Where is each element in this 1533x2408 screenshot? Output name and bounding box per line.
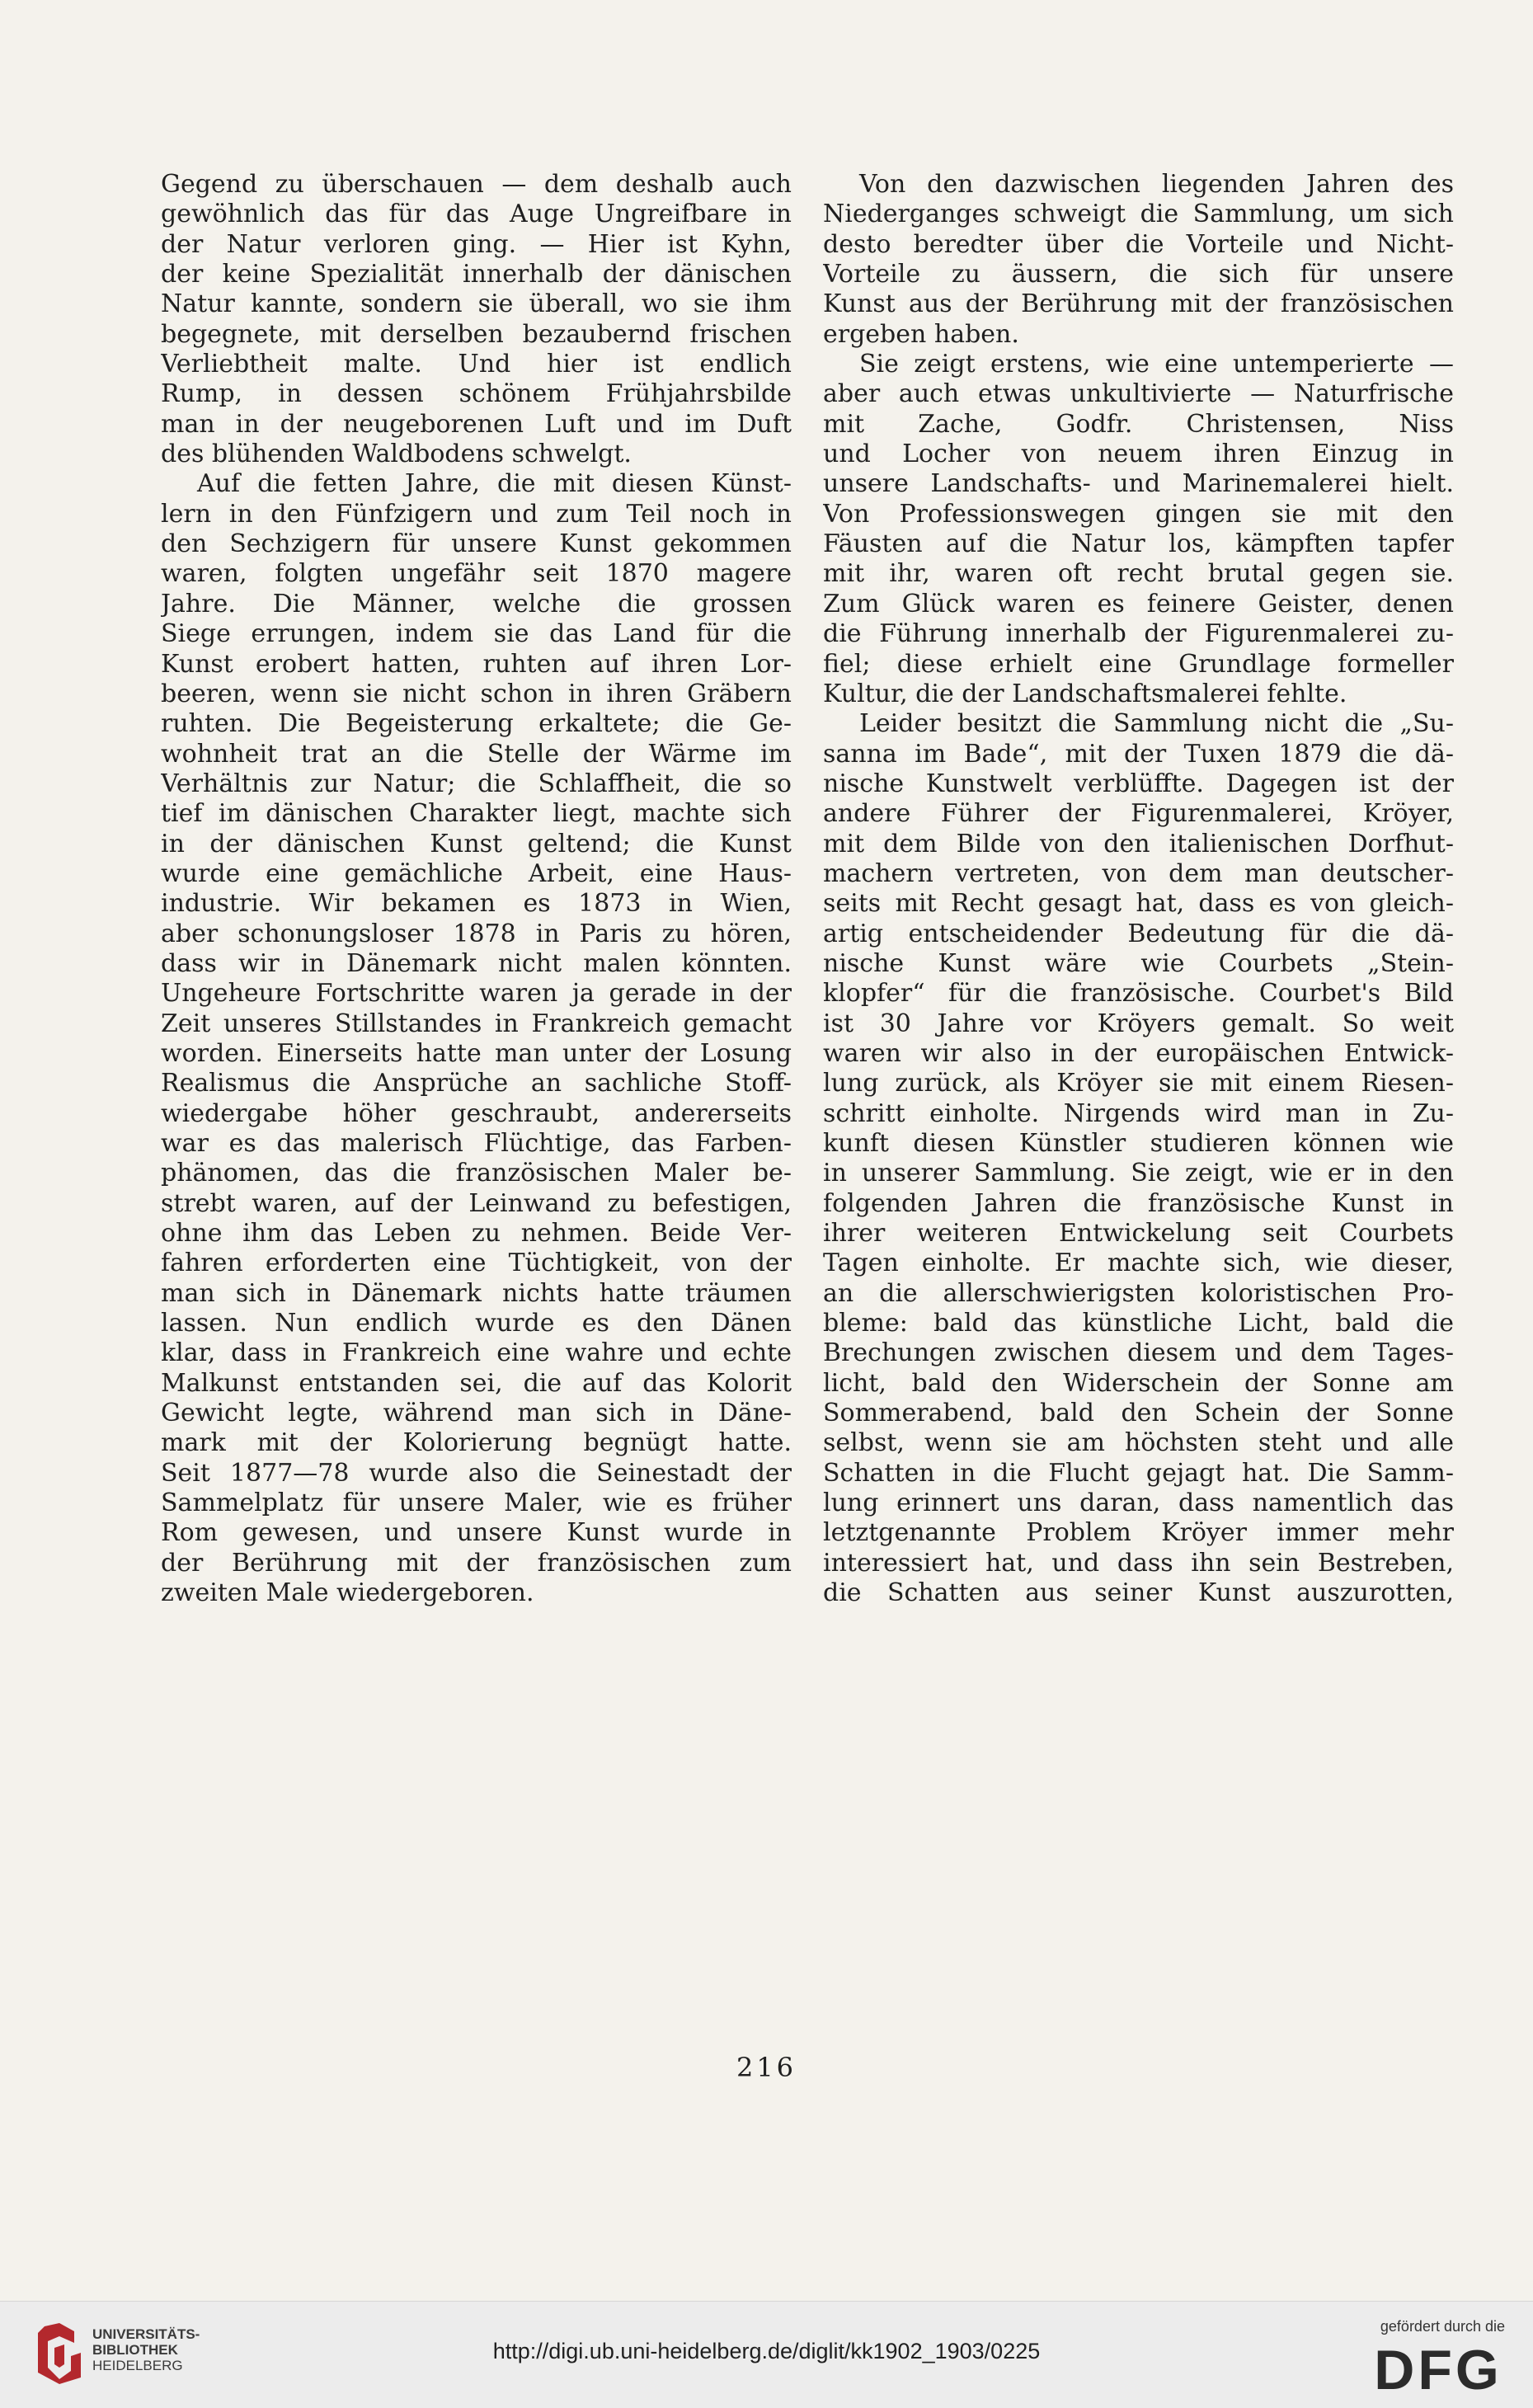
text-line: schritt einholte. Nirgends wird man in Zu- — [823, 1098, 1454, 1128]
text-line: beeren, wenn sie nicht schon in ihren Gräbern — [161, 679, 792, 708]
text-line: Siege errungen, indem sie das Land für die — [161, 619, 792, 649]
text-line: phänomen, das die französischen Maler be- — [161, 1159, 792, 1188]
text-line: interessiert hat, und dass ihn sein Bestreben, — [823, 1548, 1454, 1578]
text-line: artig entscheidender Bedeutung für die dä- — [823, 919, 1454, 948]
text-line: Vorteile zu äussern, die sich für unsere — [823, 260, 1454, 289]
text-line: Zum Glück waren es feinere Geister, denen — [823, 589, 1454, 618]
text-line: in der dänischen Kunst geltend; die Kunst — [161, 829, 792, 858]
footer-bar — [0, 2301, 1533, 2408]
funded-by-label: gefördert durch die — [1380, 2318, 1505, 2335]
text-line: den Sechzigern für unsere Kunst gekommen — [161, 529, 792, 559]
text-line: Schatten in die Flucht gejagt hat. Die Samm- — [823, 1458, 1454, 1488]
text-line: nische Kunstwelt verblüffte. Dagegen ist der — [823, 769, 1454, 798]
text-line: sanna im Bade“, mit der Tuxen 1879 die dä- — [823, 739, 1454, 769]
text-line: Sie zeigt erstens, wie eine untemperierte — — [859, 350, 1454, 379]
text-line: letztgenannte Problem Kröyer immer mehr — [823, 1518, 1454, 1548]
text-line: Von den dazwischen liegenden Jahren des — [859, 170, 1454, 199]
text-line: Gewicht legte, während man sich in Däne- — [161, 1399, 792, 1428]
text-line: man sich in Dänemark nichts hatte träumen — [161, 1278, 792, 1308]
text-line: die Führung innerhalb der Figurenmalerei zu- — [823, 619, 1454, 649]
text-line: und Locher von neuem ihren Einzug in — [823, 440, 1454, 469]
text-line: desto beredter über die Vorteile und Nicht- — [823, 229, 1454, 259]
text-line: fiel; diese erhielt eine Grundlage formeller — [823, 649, 1454, 679]
library-name-line3: HEIDELBERG — [92, 2358, 183, 2373]
library-name-line2: BIBLIOTHEK — [92, 2342, 178, 2358]
text-line: Sommerabend, bald den Schein der Sonne — [823, 1399, 1454, 1428]
text-line: Malkunst entstanden sei, die auf das Kolorit — [161, 1368, 792, 1398]
text-line: lung erinnert uns daran, dass namentlich das — [823, 1489, 1454, 1518]
text-line: bleme: bald das künstliche Licht, bald die — [823, 1309, 1454, 1338]
text-line: industrie. Wir bekamen es 1873 in Wien, — [161, 889, 792, 919]
text-line: Brechungen zwischen diesem und dem Tages- — [823, 1338, 1454, 1368]
text-line: Niederganges schweigt die Sammlung, um sich — [823, 200, 1454, 229]
text-line: die Schatten aus seiner Kunst auszurotten, — [823, 1578, 1454, 1608]
text-line: klar, dass in Frankreich eine wahre und echte — [161, 1338, 792, 1368]
text-line: Kunst erobert hatten, ruhten auf ihren Lor- — [161, 649, 792, 679]
text-line: wurde eine gemächliche Arbeit, eine Haus- — [161, 858, 792, 888]
text-line: Natur kannte, sondern sie überall, wo sie ihm — [161, 289, 792, 319]
text-line: kunft diesen Künstler studieren können wie — [823, 1129, 1454, 1158]
text-line: lung zurück, als Kröyer sie mit einem Riesen- — [823, 1069, 1454, 1098]
text-line: des blühenden Waldbodens schwelgt. — [161, 440, 632, 469]
text-line: gewöhnlich das für das Auge Ungreifbare in — [161, 200, 792, 229]
text-line: ergeben haben. — [823, 319, 1019, 349]
text-line: Leider besitzt die Sammlung nicht die „Su- — [859, 709, 1454, 739]
text-line: dass wir in Dänemark nicht malen könnten. — [161, 948, 792, 978]
text-line: nische Kunst wäre wie Courbets „Stein- — [823, 948, 1454, 978]
text-line: mit ihr, waren oft recht brutal gegen sie. — [823, 559, 1454, 589]
text-line: Von Professionswegen gingen sie mit den — [823, 499, 1454, 529]
text-line: Fäusten auf die Natur los, kämpften tapfer — [823, 529, 1454, 559]
text-line: ohne ihm das Leben zu nehmen. Beide Ver- — [161, 1219, 792, 1249]
text-line: in unserer Sammlung. Sie zeigt, wie er in den — [823, 1159, 1454, 1188]
text-line: unsere Landschafts- und Marinemalerei hielt. — [823, 469, 1454, 499]
text-line: machern vertreten, von dem man deutscher- — [823, 858, 1454, 888]
text-line: Ungeheure Fortschritte waren ja gerade in der — [161, 979, 792, 1009]
text-line: mit dem Bilde von den italienischen Dorfhut- — [823, 829, 1454, 858]
dfg-logo-icon — [1368, 2341, 1508, 2396]
dfg-logo-text: DFG — [1374, 2341, 1502, 2396]
text-line: ihrer weiteren Entwickelung seit Courbets — [823, 1219, 1454, 1249]
page-number: 216 — [736, 2052, 797, 2083]
text-line: Verhältnis zur Natur; die Schlaffheit, die so — [161, 769, 792, 798]
text-line: aber schonungsloser 1878 in Paris zu hören, — [161, 919, 792, 948]
text-line: Sammelplatz für unsere Maler, wie es früher — [161, 1489, 792, 1518]
text-line: lern in den Fünfzigern und zum Teil noch in — [161, 499, 792, 529]
text-line: aber auch etwas unkultivierte — Naturfrische — [823, 379, 1454, 409]
text-line: wohnheit trat an die Stelle der Wärme im — [161, 739, 792, 769]
text-line: Jahre. Die Männer, welche die grossen — [161, 589, 792, 618]
text-line: war es das malerisch Flüchtige, das Farben- — [161, 1129, 792, 1158]
permalink-url[interactable]: http://digi.ub.uni-heidelberg.de/diglit/kk1902_1903/0225 — [492, 2339, 1041, 2363]
text-line: klopfer“ für die französische. Courbet's Bild — [823, 979, 1454, 1009]
right-text-column — [823, 170, 1454, 1609]
text-line: andere Führer der Figurenmalerei, Kröyer, — [823, 799, 1454, 829]
text-line: waren wir also in der europäischen Entwick- — [823, 1038, 1454, 1068]
text-line: Gegend zu überschauen — dem deshalb auch — [161, 170, 792, 199]
left-text-column — [161, 170, 792, 1609]
text-line: Zeit unseres Stillstandes in Frankreich gemacht — [161, 1009, 792, 1038]
text-line: mit Zache, Godfr. Christensen, Niss — [823, 409, 1454, 439]
text-line: Rom gewesen, und unsere Kunst wurde in — [161, 1518, 792, 1548]
text-line: Realismus die Ansprüche an sachliche Stoff- — [161, 1069, 792, 1098]
text-line: begegnete, mit derselben bezaubernd frischen — [161, 319, 792, 349]
text-line: Kunst aus der Berührung mit der französischen — [823, 289, 1454, 319]
text-line: zweiten Male wiedergeboren. — [161, 1578, 534, 1608]
text-line: man in der neugeborenen Luft und im Duft — [161, 409, 792, 439]
text-line: fahren erforderten eine Tüchtigkeit, von der — [161, 1249, 792, 1278]
text-line: an die allerschwierigsten koloristischen Pro- — [823, 1278, 1454, 1308]
text-line: Rump, in dessen schönem Frühjahrsbilde — [161, 379, 792, 409]
text-line: seits mit Recht gesagt hat, dass es von gleich- — [823, 889, 1454, 919]
text-line: der Berührung mit der französischen zum — [161, 1548, 792, 1578]
text-line: mark mit der Kolorierung begnügt hatte. — [161, 1428, 792, 1458]
text-line: selbst, wenn sie am höchsten steht und alle — [823, 1428, 1454, 1458]
text-line: lassen. Nun endlich wurde es den Dänen — [161, 1309, 792, 1338]
text-line: folgenden Jahren die französische Kunst in — [823, 1188, 1454, 1218]
library-name-line1: UNIVERSITÄTS- — [92, 2326, 200, 2342]
text-line: licht, bald den Widerschein der Sonne am — [823, 1368, 1454, 1398]
text-line: ist 30 Jahre vor Kröyers gemalt. So weit — [823, 1009, 1454, 1038]
text-line: waren, folgten ungefähr seit 1870 magere — [161, 559, 792, 589]
text-line: worden. Einerseits hatte man unter der Losung — [161, 1038, 792, 1068]
text-line: strebt waren, auf der Leinwand zu befestigen, — [161, 1188, 792, 1218]
text-line: Tagen einholte. Er machte sich, wie dieser, — [823, 1249, 1454, 1278]
text-line: Auf die fetten Jahre, die mit diesen Künst- — [197, 469, 792, 499]
text-line: Seit 1877—78 wurde also die Seinestadt der — [161, 1458, 792, 1488]
text-line: tief im dänischen Charakter liegt, machte sich — [161, 799, 792, 829]
text-line: Kultur, die der Landschaftsmalerei fehlte. — [823, 679, 1347, 708]
text-line: Verliebtheit malte. Und hier ist endlich — [161, 350, 792, 379]
text-line: der keine Spezialität innerhalb der dänischen — [161, 260, 792, 289]
text-line: der Natur verloren ging. — Hier ist Kyhn, — [161, 229, 792, 259]
text-line: wiedergabe höher geschraubt, andererseits — [161, 1098, 792, 1128]
text-line: ruhten. Die Begeisterung erkaltete; die Ge- — [161, 709, 792, 739]
